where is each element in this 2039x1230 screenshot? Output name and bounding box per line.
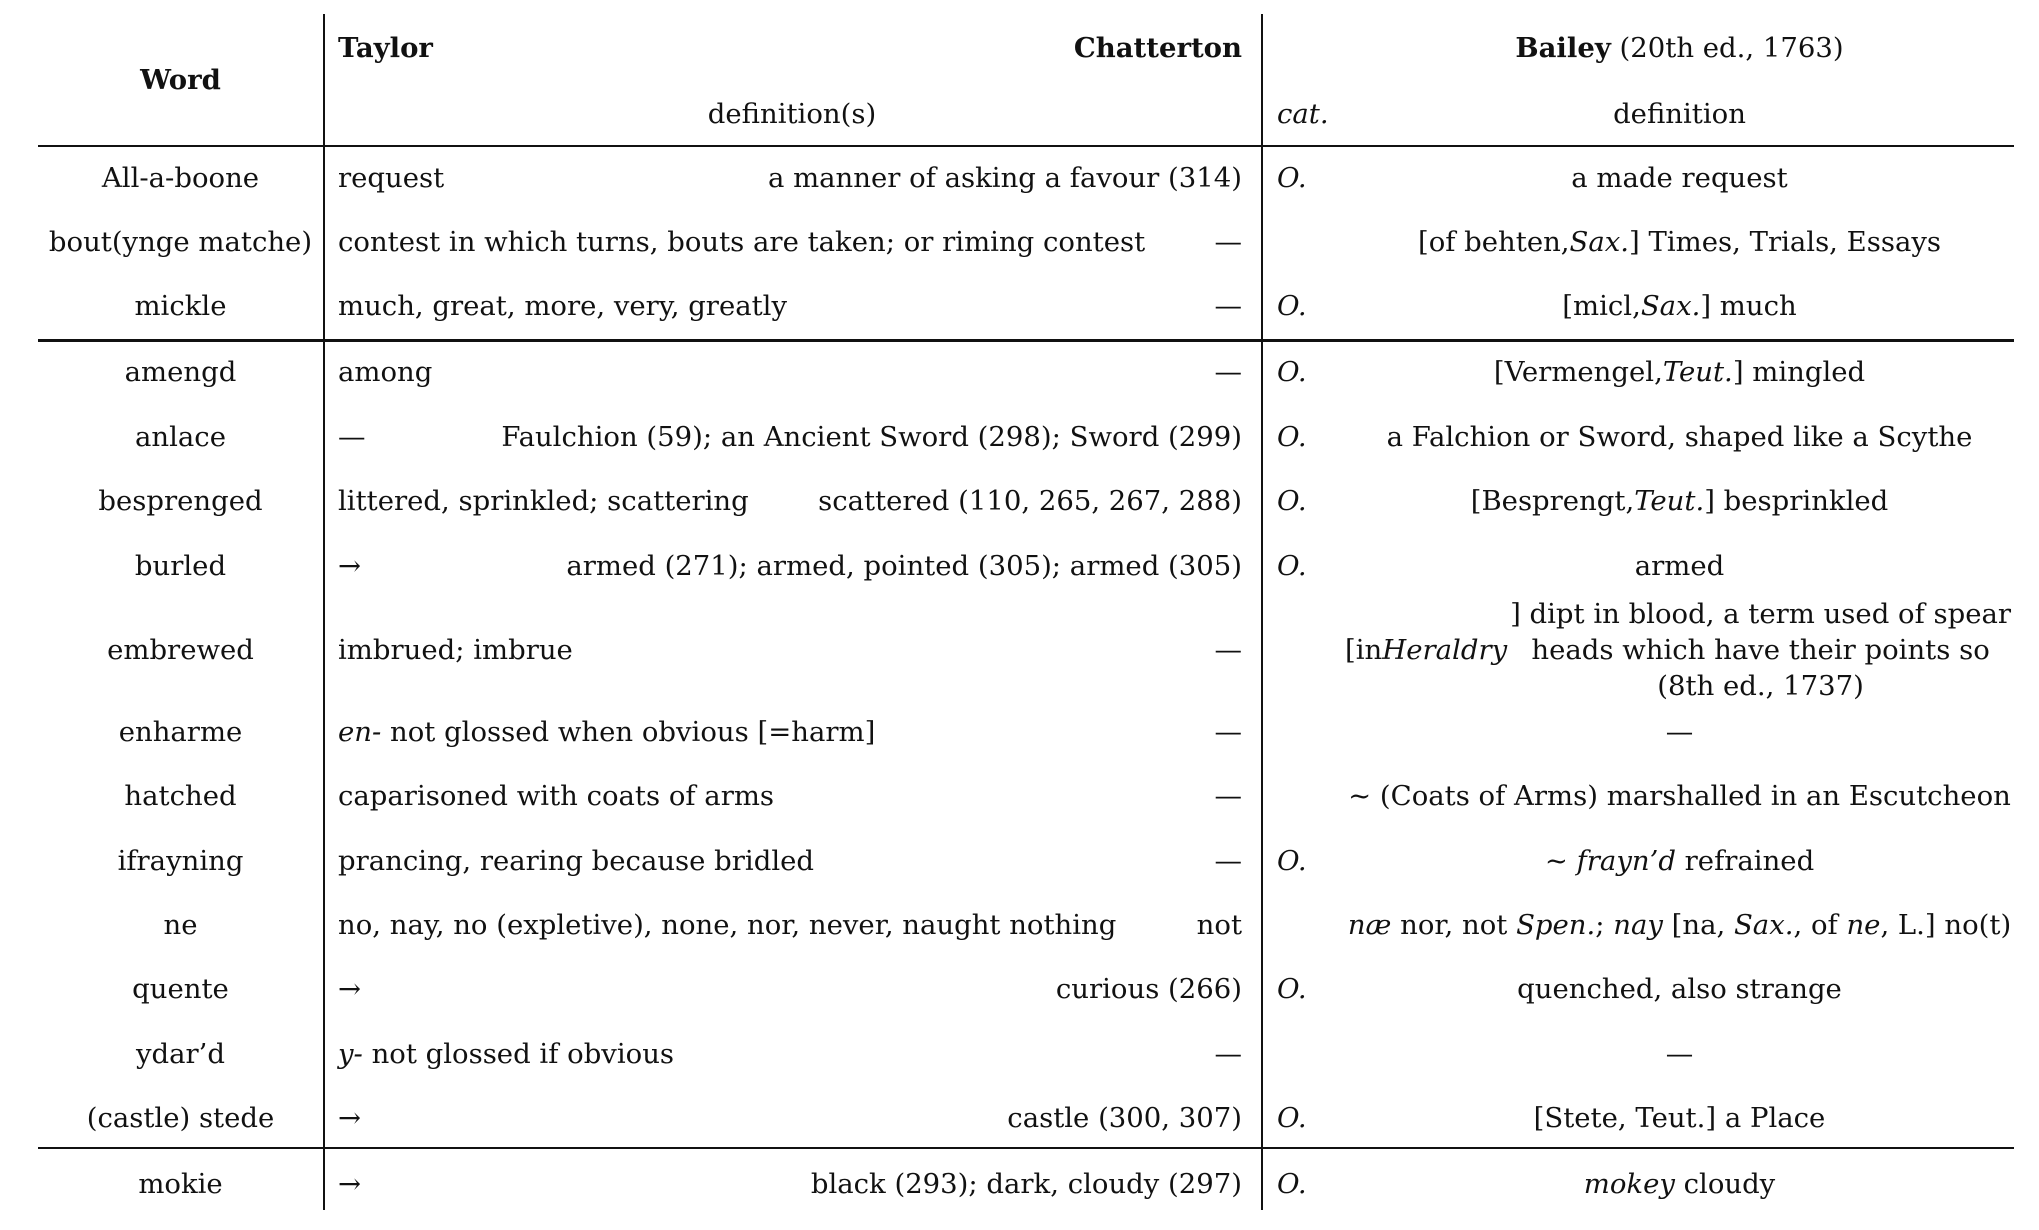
table-row [0,598,2039,702]
table-row [0,548,2039,584]
chatterton-cell: — [1214,634,1242,666]
chatterton-cell: a manner of asking a favour (314) [767,162,1242,194]
table-row [0,778,2039,814]
chatterton-cell: armed (271); armed, pointed (305); armed (305) [566,550,1242,582]
table-row [0,1036,2039,1072]
bailey-cell: [in Heraldry ] dipt in blood, a term used of spear heads which have their points so (8th ed., 1737) [1345,598,2012,702]
taylor-cell: contest in which turns, bouts are taken; or riming contest [338,226,1146,258]
chatterton-cell: — [1214,290,1242,322]
cat-cell: O. [1277,485,1307,517]
header-chatterton: Chatterton [1073,32,1242,64]
taylor-cell: prancing, rearing because bridled [338,845,814,877]
word-cell: All-a-boone [101,162,260,194]
cat-cell: O. [1277,550,1307,582]
cat-cell: O. [1277,356,1307,388]
bailey-cell: — [1665,1038,1694,1070]
taylor-cell: en- not glossed when obvious [=harm] [338,716,876,748]
chatterton-cell: Faulchion (59); an Ancient Sword (298); Sword (299) [501,421,1242,453]
taylor-cell: — [338,421,366,453]
cat-cell [1277,714,1337,750]
taylor-cell: among [338,356,433,388]
bailey-cell: [Stete, Teut.] a Place [1533,1102,1826,1134]
chatterton-cell: black (293); dark, cloudy (297) [810,1168,1242,1200]
word-cell: hatched [124,780,237,812]
header-rule [38,145,2014,147]
word-cell: anlace [135,421,226,453]
cat-cell: O. [1277,421,1307,453]
word-cell: mickle [134,290,227,322]
word-cell: ne [163,909,198,941]
chatterton-cell: castle (300, 307) [1007,1102,1242,1134]
cat-cell: O. [1277,162,1307,194]
bailey-cell: ~ (Coats of Arms) marshalled in an Escutcheon [1348,780,2011,812]
table-row [0,160,2039,196]
taylor-cell: → [338,550,362,582]
table-row [0,907,2039,943]
taylor-cell: much, great, more, very, greatly [338,290,787,322]
bailey-cell: — [1665,716,1694,748]
chatterton-cell: — [1214,780,1242,812]
table-row [0,843,2039,879]
table-row [0,1166,2039,1202]
word-cell: quente [132,973,229,1005]
bailey-cell: [Vermengel, Teut. ] mingled [1493,356,1866,388]
word-cell: mokie [138,1168,223,1200]
header-cat: cat. [1277,98,1329,130]
table-row [0,354,2039,390]
taylor-cell: caparisoned with coats of arms [338,780,775,812]
taylor-cell: → [338,1102,362,1134]
table-row [0,1100,2039,1136]
bailey-cell: a Falchion or Sword, shaped like a Scythe [1386,421,1973,453]
table-row [0,419,2039,455]
group-rule-2 [38,1147,2014,1149]
header-bailey-name: Bailey [1515,32,1611,64]
taylor-cell: y- not glossed if obvious [338,1038,675,1070]
bailey-cell: næ nor, not Spen. ; nay [na, Sax. , of ne , L.] no(t) [1347,909,2012,941]
cat-cell [1277,1036,1337,1072]
cat-cell: O. [1277,290,1307,322]
word-cell: burled [134,550,227,582]
table-row [0,224,2039,260]
cat-cell: O. [1277,1102,1307,1134]
cat-cell: O. [1277,1168,1307,1200]
header-taylor: Taylor [338,32,433,64]
table-row [0,288,2039,324]
taylor-cell: → [338,973,362,1005]
word-cell: ifrayning [117,845,244,877]
bailey-cell: [of behten, Sax. ] Times, Trials, Essays [1417,226,1942,258]
chatterton-cell: scattered (110, 265, 267, 288) [818,485,1242,517]
cat-cell: O. [1277,973,1307,1005]
bailey-cell: mokey cloudy [1583,1168,1776,1200]
taylor-cell: no, nay, no (expletive), none, nor, never, naught nothing [338,909,1117,941]
bailey-cell: a made request [1571,162,1788,194]
cat-cell [1277,907,1337,943]
word-cell: embrewed [107,634,254,666]
cat-cell: O. [1277,845,1307,877]
word-cell: enharme [118,716,243,748]
cat-cell [1277,778,1337,814]
table-row [0,714,2039,750]
word-cell: besprenged [98,485,263,517]
header-word: Word [140,64,221,96]
word-cell: ydar’d [135,1038,226,1070]
chatterton-cell: curious (266) [1055,973,1242,1005]
table-row [0,971,2039,1007]
header-definition: definition [1613,98,1746,130]
header-definitions: definition(s) [707,98,877,130]
bailey-cell: ~ frayn’d refrained [1544,845,1815,877]
taylor-cell: littered, sprinkled; scattering [338,485,749,517]
chatterton-cell: — [1214,1038,1242,1070]
word-cell: bout(ynge matche) [48,226,313,258]
chatterton-cell: — [1214,356,1242,388]
bailey-cell: armed [1634,550,1725,582]
taylor-cell: request [338,162,445,194]
group-rule-1 [38,339,2014,342]
chatterton-cell: — [1214,716,1242,748]
bailey-cell: [micl, Sax. ] much [1562,290,1797,322]
bailey-cell: quenched, also strange [1517,973,1842,1005]
chatterton-cell: not [1196,909,1242,941]
cat-cell [1277,224,1337,260]
taylor-cell: → [338,1168,362,1200]
bailey-cell: [Besprengt, Teut. ] besprinkled [1470,485,1889,517]
cat-cell [1277,612,1337,688]
header-bailey-edition: (20th ed., 1763) [1610,32,1844,64]
chatterton-cell: — [1214,226,1242,258]
taylor-cell: imbrued; imbrue [338,634,573,666]
chatterton-cell: — [1214,845,1242,877]
header-bailey [1345,30,2014,66]
word-cell: (castle) stede [86,1102,275,1134]
table-row [0,483,2039,519]
word-cell: amengd [124,356,237,388]
